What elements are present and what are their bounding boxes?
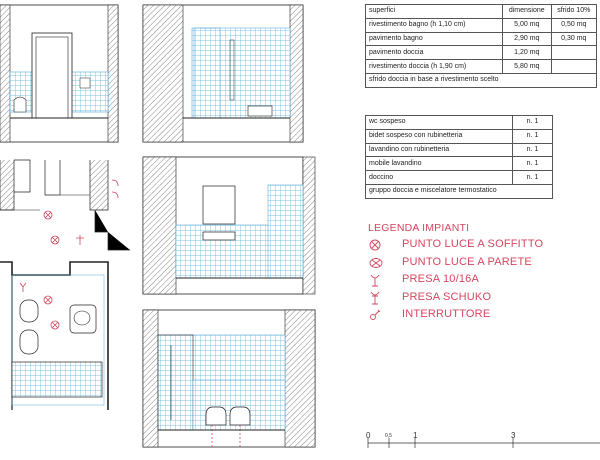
legend-item xyxy=(368,254,543,272)
table-note-row xyxy=(366,73,597,87)
scale-bar xyxy=(368,438,600,448)
legend-item xyxy=(368,306,543,324)
schuko-socket-icon xyxy=(368,291,382,305)
table-row xyxy=(366,116,553,130)
table-cell: n. 1 xyxy=(513,129,553,143)
scale-label: 0,5 xyxy=(385,433,392,439)
table-note: sfrido doccia in base a rivestimento scelto xyxy=(366,73,597,87)
table-cell: 5,80 mq xyxy=(503,60,552,74)
table-row xyxy=(366,18,597,32)
table-row xyxy=(366,157,553,171)
table-cell: 0,50 mq xyxy=(551,18,596,32)
table-row xyxy=(366,129,553,143)
table-note: gruppo doccia e miscelatore termostatico xyxy=(366,184,553,198)
table-cell: doccino xyxy=(366,171,513,185)
table-cell: pavimento doccia xyxy=(366,46,503,60)
table-row xyxy=(366,143,553,157)
table-cell: bidet sospeso con rubinetteria xyxy=(366,129,513,143)
ceiling-light-icon xyxy=(368,238,382,252)
surfaces-table xyxy=(365,4,597,88)
table-cell: 5,00 mq xyxy=(503,18,552,32)
table-cell: lavandino con rubinetteria xyxy=(366,143,513,157)
table-row xyxy=(366,171,553,185)
legend-label: PUNTO LUCE A SOFFITTO xyxy=(402,238,544,250)
socket-10-16a-icon xyxy=(368,273,382,287)
floor-plan xyxy=(0,160,130,410)
table-cell xyxy=(551,46,596,60)
table-row xyxy=(366,32,597,46)
table-cell: 2,90 mq xyxy=(503,32,552,46)
table-row xyxy=(366,46,597,60)
table-cell: rivestimento doccia (h 1,90 cm) xyxy=(366,60,503,74)
elevation-4 xyxy=(143,310,315,448)
fixtures-table xyxy=(365,115,553,199)
wall-light-icon xyxy=(368,256,384,270)
table-cell: n. 1 xyxy=(513,157,553,171)
table-cell: mobile lavandino xyxy=(366,157,513,171)
elevation-2 xyxy=(143,5,303,142)
scale-label: 0 xyxy=(366,431,371,440)
table-cell: 0,30 mq xyxy=(551,32,596,46)
table-cell: wc sospeso xyxy=(366,116,513,130)
table-cell: rivestimento bagno (h 1,10 cm) xyxy=(366,18,503,32)
table-cell: n. 1 xyxy=(513,143,553,157)
table-header: superfici xyxy=(366,5,503,19)
legend-label: INTERRUTTORE xyxy=(402,308,491,320)
table-cell: 1,20 mq xyxy=(503,46,552,60)
table-header: dimensione xyxy=(503,5,552,19)
elevation-3 xyxy=(143,157,315,294)
legend-item xyxy=(368,236,543,254)
table-note-row xyxy=(366,184,553,198)
legend-item xyxy=(368,289,543,307)
table-cell: n. 1 xyxy=(513,171,553,185)
table-header-row xyxy=(366,5,597,19)
elevation-1 xyxy=(0,5,118,142)
legend-label: PRESA 10/16A xyxy=(402,273,480,285)
table-cell: n. 1 xyxy=(513,116,553,130)
legend-title: LEGENDA IMPIANTI xyxy=(368,222,470,234)
table-cell: pavimento bagno xyxy=(366,32,503,46)
legend-item xyxy=(368,271,543,289)
scale-label: 1 xyxy=(413,431,418,440)
table-header: sfrido 10% xyxy=(551,5,596,19)
legend-label: PUNTO LUCE A PARETE xyxy=(402,255,532,268)
switch-icon xyxy=(368,308,382,322)
legend-label: PRESA SCHUKO xyxy=(402,290,492,303)
plumbing-electrical-legend xyxy=(368,222,543,324)
scale-label: 3 xyxy=(511,431,516,440)
table-cell xyxy=(551,60,596,74)
table-row xyxy=(366,60,597,74)
